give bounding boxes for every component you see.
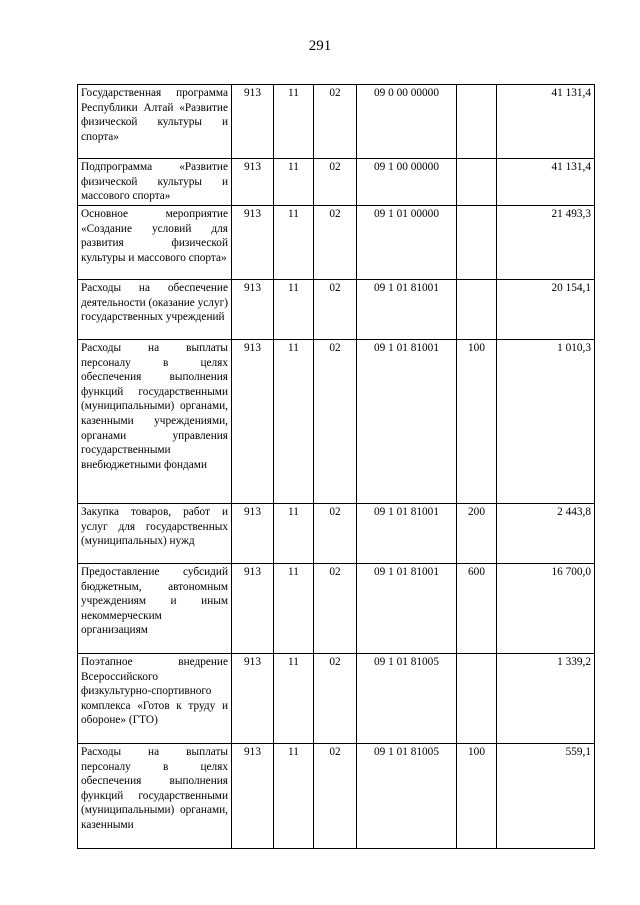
cell-expense-type: 600 <box>457 564 497 654</box>
cell-target-article: 09 1 01 81001 <box>357 280 457 340</box>
cell-target-article: 09 1 01 81001 <box>357 564 457 654</box>
cell-name: Закупка товаров, работ и услуг для государственных (муниципальных) нужд <box>78 504 232 564</box>
cell-name: Подпрограмма «Развитие физической культуры и массового спорта» <box>78 159 232 206</box>
cell-ministry-code: 913 <box>232 85 274 159</box>
cell-expense-type <box>457 654 497 744</box>
cell-target-article: 09 0 00 00000 <box>357 85 457 159</box>
cell-section: 11 <box>274 504 314 564</box>
cell-ministry-code: 913 <box>232 564 274 654</box>
cell-subsection: 02 <box>314 564 357 654</box>
cell-target-article: 09 1 01 81001 <box>357 504 457 564</box>
cell-subsection: 02 <box>314 206 357 280</box>
cell-expense-type: 200 <box>457 504 497 564</box>
cell-section: 11 <box>274 564 314 654</box>
cell-ministry-code: 913 <box>232 340 274 504</box>
cell-subsection: 02 <box>314 504 357 564</box>
cell-amount: 2 443,8 <box>497 504 595 564</box>
cell-section: 11 <box>274 85 314 159</box>
cell-section: 11 <box>274 744 314 849</box>
cell-amount: 21 493,3 <box>497 206 595 280</box>
cell-name: Основное мероприятие «Создание условий для развития физической культуры и массового спорта» <box>78 206 232 280</box>
cell-target-article: 09 1 01 81005 <box>357 654 457 744</box>
cell-subsection: 02 <box>314 654 357 744</box>
cell-section: 11 <box>274 280 314 340</box>
cell-subsection: 02 <box>314 159 357 206</box>
cell-name: Поэтапное внедрение Всероссийского физкультурно-спортивного комплекса «Готов к труду и обороне» (ГТО) <box>78 654 232 744</box>
cell-target-article: 09 1 01 81001 <box>357 340 457 504</box>
budget-table <box>77 84 595 849</box>
cell-amount: 559,1 <box>497 744 595 849</box>
cell-subsection: 02 <box>314 280 357 340</box>
cell-section: 11 <box>274 159 314 206</box>
table-row <box>78 280 595 340</box>
table-row <box>78 206 595 280</box>
cell-amount: 20 154,1 <box>497 280 595 340</box>
table-row <box>78 85 595 159</box>
table-row <box>78 564 595 654</box>
cell-expense-type <box>457 85 497 159</box>
cell-name: Расходы на выплаты персоналу в целях обеспечения выполнения функций государственными (муниципальными) органами, казенными <box>78 744 232 849</box>
cell-ministry-code: 913 <box>232 159 274 206</box>
cell-subsection: 02 <box>314 85 357 159</box>
cell-expense-type: 100 <box>457 744 497 849</box>
cell-name: Расходы на обеспечение деятельности (оказание услуг) государственных учреждений <box>78 280 232 340</box>
cell-ministry-code: 913 <box>232 744 274 849</box>
cell-section: 11 <box>274 654 314 744</box>
cell-ministry-code: 913 <box>232 504 274 564</box>
cell-expense-type: 100 <box>457 340 497 504</box>
cell-amount: 1 010,3 <box>497 340 595 504</box>
cell-amount: 41 131,4 <box>497 159 595 206</box>
table-row <box>78 159 595 206</box>
table-row <box>78 744 595 849</box>
table-row <box>78 340 595 504</box>
cell-expense-type <box>457 159 497 206</box>
cell-ministry-code: 913 <box>232 280 274 340</box>
cell-name: Расходы на выплаты персоналу в целях обеспечения выполнения функций государственными (муниципальными) органами, казенными учреждениями, органами управления государственными внебюджетными фондами <box>78 340 232 504</box>
cell-expense-type <box>457 206 497 280</box>
page-number: 291 <box>308 38 332 54</box>
cell-subsection: 02 <box>314 340 357 504</box>
cell-name: Предоставление субсидий бюджетным, автономным учреждениям и иным некоммерческим организациям <box>78 564 232 654</box>
cell-expense-type <box>457 280 497 340</box>
cell-target-article: 09 1 00 00000 <box>357 159 457 206</box>
cell-section: 11 <box>274 340 314 504</box>
cell-amount: 1 339,2 <box>497 654 595 744</box>
cell-target-article: 09 1 01 00000 <box>357 206 457 280</box>
budget-table-body <box>78 85 595 849</box>
cell-amount: 41 131,4 <box>497 85 595 159</box>
cell-section: 11 <box>274 206 314 280</box>
cell-subsection: 02 <box>314 744 357 849</box>
cell-target-article: 09 1 01 81005 <box>357 744 457 849</box>
cell-amount: 16 700,0 <box>497 564 595 654</box>
cell-ministry-code: 913 <box>232 654 274 744</box>
cell-name: Государственная программа Республики Алтай «Развитие физической культуры и спорта» <box>78 85 232 159</box>
table-row <box>78 504 595 564</box>
table-row <box>78 654 595 744</box>
cell-ministry-code: 913 <box>232 206 274 280</box>
